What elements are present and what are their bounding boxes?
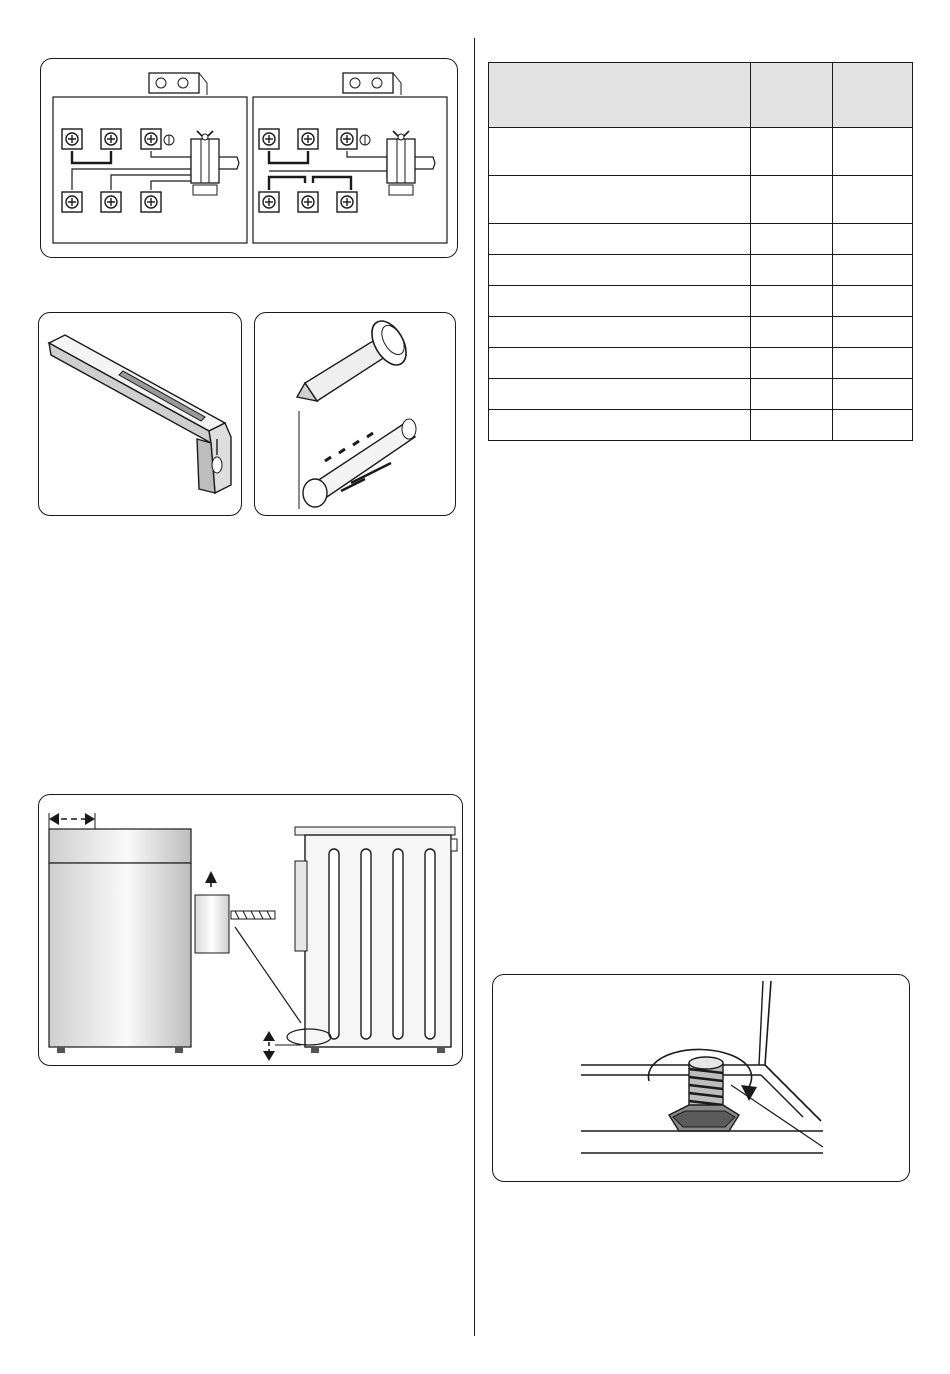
cabinet-drawing <box>39 795 463 1066</box>
table-cell <box>833 128 913 176</box>
table-cell <box>489 379 751 410</box>
table-row <box>489 379 913 410</box>
table-header-cell <box>751 63 833 128</box>
specification-table <box>488 62 913 441</box>
plug-screw-drawing <box>255 313 456 516</box>
table-row <box>489 410 913 441</box>
table-cell <box>751 317 833 348</box>
table-header-cell <box>833 63 913 128</box>
table-row <box>489 317 913 348</box>
table-row <box>489 176 913 224</box>
table-cell <box>751 410 833 441</box>
table-cell <box>489 410 751 441</box>
table-row <box>489 255 913 286</box>
table-cell <box>833 255 913 286</box>
table-cell <box>751 224 833 255</box>
table-header-row <box>489 63 913 128</box>
table-cell <box>489 317 751 348</box>
table-cell <box>489 176 751 224</box>
table-cell <box>751 379 833 410</box>
wall-plug-and-screw-illustration <box>254 312 456 516</box>
adjustable-foot-illustration <box>492 974 910 1182</box>
mounting-bracket-illustration <box>38 312 242 516</box>
wiring-left-configuration <box>53 73 247 243</box>
table-cell <box>751 255 833 286</box>
screw-drawing <box>297 315 413 401</box>
table-header-cell <box>489 63 751 128</box>
terminal-block-wiring-diagram <box>40 58 458 258</box>
table-cell <box>751 286 833 317</box>
cabinet-side-view <box>287 827 457 1053</box>
threaded-foot <box>669 1057 739 1131</box>
table-cell <box>833 317 913 348</box>
table-cell <box>489 348 751 379</box>
table-cell <box>489 255 751 286</box>
table-cell <box>833 176 913 224</box>
wiring-diagram-drawing <box>41 59 458 258</box>
width-adjust-arrow <box>49 813 95 829</box>
table-cell <box>833 410 913 441</box>
height-adjust-arrow <box>263 1031 301 1061</box>
table-row <box>489 128 913 176</box>
table-row <box>489 286 913 317</box>
cabinet-installation-illustration <box>38 794 463 1066</box>
table-row <box>489 224 913 255</box>
foot-drawing <box>493 975 910 1182</box>
table-cell <box>833 348 913 379</box>
table-cell <box>833 224 913 255</box>
cabinet-front-view <box>49 829 191 1053</box>
table-cell <box>489 128 751 176</box>
anti-tip-pad-detail <box>195 871 301 1023</box>
table-cell <box>833 379 913 410</box>
table-cell <box>489 286 751 317</box>
wall-plug-drawing <box>299 411 416 509</box>
bracket-drawing <box>39 313 242 516</box>
table-row <box>489 348 913 379</box>
wiring-right-configuration <box>253 73 447 243</box>
table-cell <box>833 286 913 317</box>
column-divider <box>474 38 475 1336</box>
table-cell <box>489 224 751 255</box>
table-cell <box>751 348 833 379</box>
table-cell <box>751 176 833 224</box>
table-cell <box>751 128 833 176</box>
